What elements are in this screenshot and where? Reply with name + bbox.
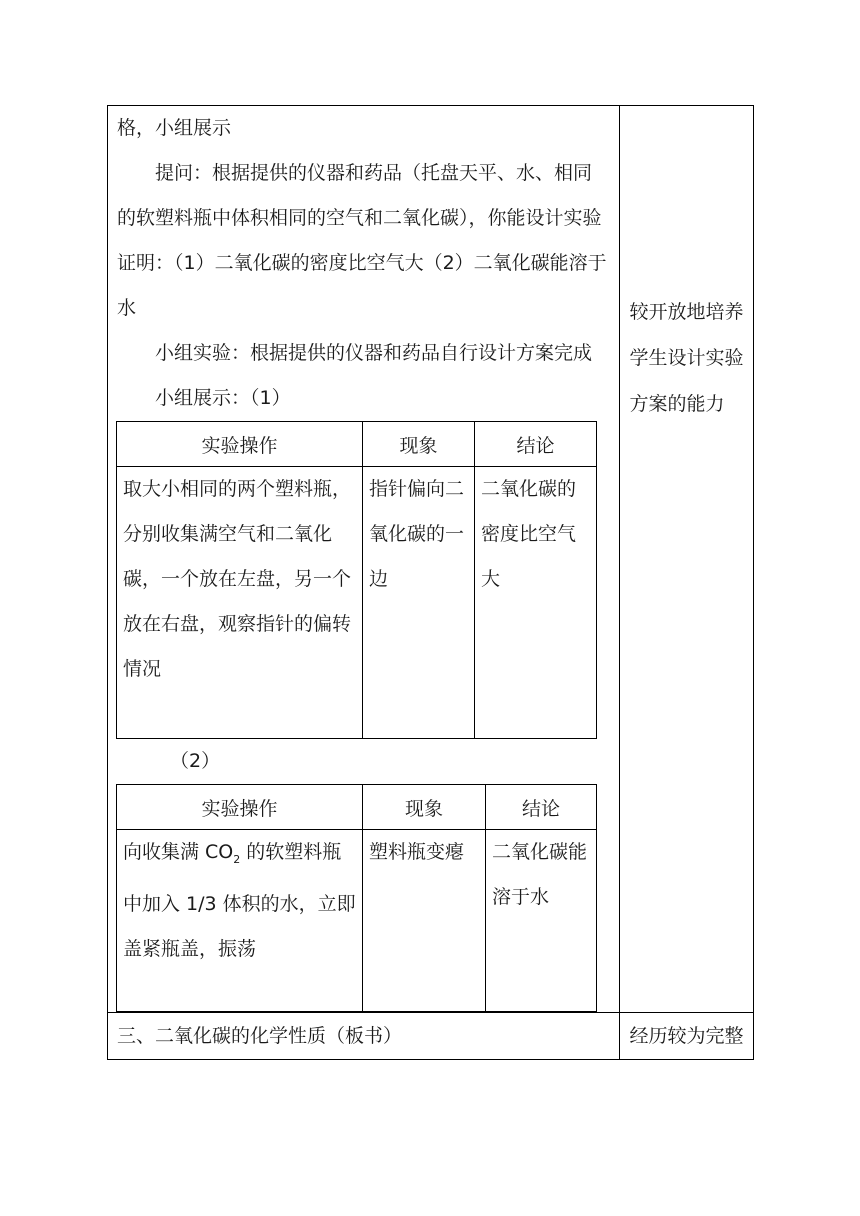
group-show-2-label: （2） bbox=[170, 750, 221, 772]
experiment-table-2 bbox=[116, 784, 597, 1012]
chemical-properties-heading: 三、二氧化碳的化学性质（板书） bbox=[117, 1025, 403, 1047]
table1-header-conclusion: 结论 bbox=[475, 422, 597, 467]
table2-header-phenomenon: 现象 bbox=[363, 785, 486, 830]
table2-operation-post: 的软塑料瓶中加入 1/3 体积的水，立即盖紧瓶盖，振荡 bbox=[123, 841, 356, 960]
question-paragraph: 提问：根据提供的仪器和药品（托盘天平、水、相同的软塑料瓶中体积相同的空气和二氧化碳），你能设计实验证明：（1）二氧化碳的密度比空气大（2）二氧化碳能溶于水 bbox=[117, 162, 607, 319]
table2-operation-pre: 向收集满 CO bbox=[123, 841, 234, 863]
table2-conclusion-cell: 二氧化碳能溶于水 bbox=[486, 830, 597, 1012]
table1-conclusion-cell: 二氧化碳的密度比空气大 bbox=[475, 467, 597, 739]
lesson-main-cell bbox=[108, 106, 620, 1013]
table1-header-operation: 实验操作 bbox=[117, 422, 363, 467]
table1-phenomenon-cell: 指针偏向二氧化碳的一边 bbox=[363, 467, 475, 739]
chemical-properties-cell bbox=[108, 1013, 620, 1060]
group-show-1-label: 小组展示：（1） bbox=[155, 387, 291, 409]
table2-phenomenon-cell: 塑料瓶变瘪 bbox=[363, 830, 486, 1012]
intro-line: 格，小组展示 bbox=[117, 117, 232, 139]
group-experiment-paragraph: 小组实验：根据提供的仪器和药品自行设计方案完成 bbox=[155, 342, 593, 364]
table2-operation-subscript: 2 bbox=[233, 852, 241, 866]
design-intent-text: 较开放地培养学生设计实验方案的能力 bbox=[629, 301, 744, 415]
bottom-intent-text: 经历较为完整 bbox=[629, 1025, 744, 1047]
bottom-intent-cell bbox=[620, 1013, 754, 1060]
table1-header-phenomenon: 现象 bbox=[363, 422, 475, 467]
table1-operation-cell: 取大小相同的两个塑料瓶，分别收集满空气和二氧化碳，一个放在左盘，另一个放在右盘，观察指针的偏转情况 bbox=[117, 467, 363, 739]
table2-header-operation: 实验操作 bbox=[117, 785, 363, 830]
table2-header-conclusion: 结论 bbox=[486, 785, 597, 830]
table2-operation-cell bbox=[117, 830, 363, 1012]
design-intent-cell bbox=[620, 106, 754, 1013]
lesson-table bbox=[107, 105, 754, 1060]
experiment-table-1 bbox=[116, 421, 597, 739]
